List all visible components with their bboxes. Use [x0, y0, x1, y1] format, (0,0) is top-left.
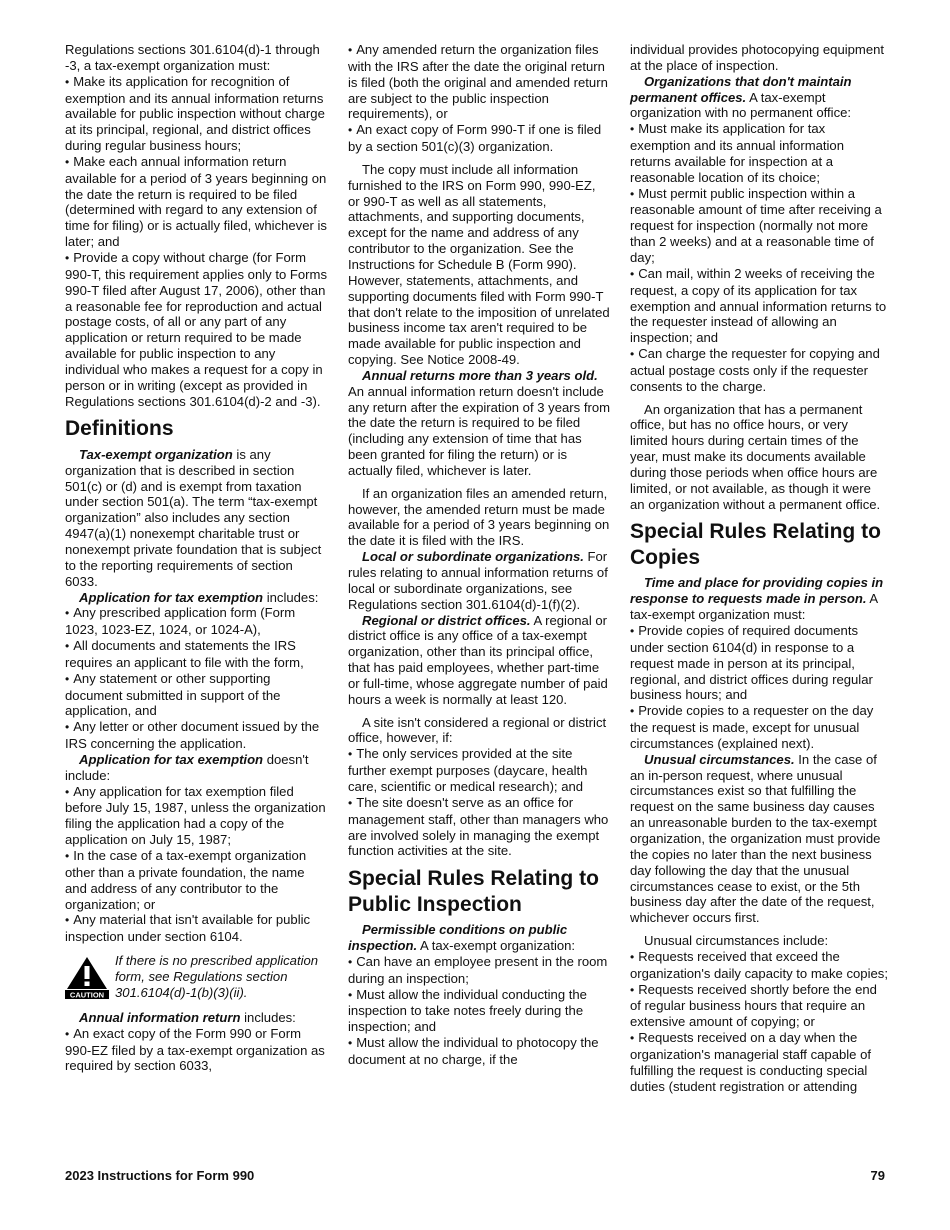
annual-returns-3-years — [348, 368, 610, 479]
definition-text: A tax-exempt organization with no permanent office: — [630, 89, 852, 121]
bullet-item: • The only services provided at the site further exempt purposes (daycare, health care, scientific or medical research); and — [348, 746, 610, 795]
paragraph: Regulations sections 301.6104(d)-1 through -3, a tax-exempt organization must: — [65, 42, 320, 73]
term: Application for tax exemption — [79, 751, 264, 767]
definition-text: A tax-exempt organization must: — [630, 591, 878, 623]
definition-annual-return — [65, 1010, 327, 1026]
definition-text: In the case of an in-person request, where unusual circumstances exist so that fulfilling the request on the same business day causes an unreasonable burden to the tax-exempt organization, the organization must provide the copies no later than the next business day following the day that the unusual circumstances cease to exist, or the 5th business day after the date of the request, whichever occurs first. — [630, 751, 881, 926]
term: Regional or district offices. — [362, 612, 531, 628]
term: Tax-exempt organization — [79, 446, 233, 462]
local-subordinate-orgs — [348, 549, 610, 612]
section-heading-public-inspection: Special Rules Relating to Public Inspection — [348, 867, 599, 916]
term: Organizations that don't maintain permanent offices. — [630, 73, 852, 105]
bullet-item: • In the case of a tax-exempt organization other than a private foundation, the name and address of any contributor to the organization; or — [65, 848, 327, 912]
caution-icon — [65, 955, 109, 1003]
bullet-item: • Any amended return the organization files with the IRS after the date the original return is filed (both the original and amended return are subject to the public inspection requirements), or — [348, 42, 610, 122]
permissible-conditions — [348, 922, 610, 954]
paragraph: An organization that has a permanent office, but has no office hours, or very limited hours during certain times of the year, must make its documents available during those periods when office hours are limited, or not available, as though it were an organization without a permanent office. — [630, 401, 881, 512]
bullet-item: • Can have an employee present in the room during an inspection; — [348, 954, 610, 987]
definition-application-exclusions — [65, 752, 327, 784]
bullet-item: • Requests received shortly before the end of regular business hours that require an extensive amount of copying; or — [630, 982, 888, 1031]
definition-text: includes: — [266, 589, 319, 605]
definition-text: For rules relating to annual information returns of local or subordinate organizations, see Regulations section 301.6104(d)-1(f)(2). — [348, 549, 608, 612]
bullet-item: • Any letter or other document issued by the IRS concerning the application. — [65, 719, 327, 752]
bullet-item: • Must make its application for tax exemption and its annual information returns available for inspection at a reasonable location of its choice; — [630, 121, 888, 185]
term: Permissible conditions on public inspection. — [348, 922, 568, 954]
column-middle — [348, 42, 610, 1068]
term: Annual information return — [79, 1009, 241, 1025]
bullet-item: • Provide a copy without charge (for Form 990-T, this requirement applies only to Forms 990-T filed after August 17, 2006), other than a reasonable fee for reproduction and actual postage costs, of all or any part of any application or return required to be made available for public inspection to any individual who makes a request for a copy in person or in writing (except as provided in Regulations sections 301.6104(d)-2 and -3). — [65, 250, 327, 409]
definition-tax-exempt — [65, 447, 327, 590]
bullet-item: • An exact copy of Form 990-T if one is filed by a section 501(c)(3) organization. — [348, 122, 610, 155]
unusual-circumstances — [630, 752, 888, 926]
bullet-item: • Provide copies to a requester on the day the request is made, except for unusual circumstances (explained next). — [630, 703, 888, 752]
bullet-item: • Requests received on a day when the organization's managerial staff capable of fulfilling the request is conducting special duties (student registration or attending — [630, 1030, 888, 1094]
bullet-item: • Provide copies of required documents under section 6104(d) in response to a request made in person at its principal, regional, and district offices during regular business hours; and — [630, 623, 888, 703]
definition-text: includes: — [244, 1009, 296, 1025]
paragraph: The copy must include all information furnished to the IRS on Form 990, 990-EZ, or 990-T as well as all statements, attachments, and supporting documents, except for the name and address of any contributor to the organization. See the Instructions for Schedule B (Form 990). However, statements, attachments, and supporting documents filed with Form 990-T that don't relate to the imposition of unrelated business income tax aren't required to be made available for public inspection and copying. See Notice 2008-49. — [348, 161, 610, 368]
bullet-item: • Must allow the individual to photocopy the document at no charge, if the — [348, 1035, 610, 1068]
caution-note — [65, 953, 327, 1003]
definition-text: doesn't include: — [65, 751, 309, 783]
bullet-item: • Can charge the requester for copying and actual postage costs only if the requester consents to the charge. — [630, 346, 888, 395]
bullet-item: • Must permit public inspection within a reasonable amount of time after receiving a request for inspection (normally not more than 2 weeks) and at a reasonable time of day; — [630, 186, 888, 266]
page-number: 79 — [870, 1168, 885, 1183]
bullet-item: • Any material that isn't available for public inspection under section 6104. — [65, 912, 327, 945]
caution-label: CAUTION — [69, 990, 105, 1000]
term: Annual returns more than 3 years old. — [362, 367, 598, 383]
definition-text: An annual information return doesn't include any return after the expiration of 3 years from the date the return is required to be filed (including any extension of time that has been granted for filing the return) or is actually filed, whichever is later. — [348, 383, 611, 478]
definition-text: A regional or district office is any office of a tax-exempt organization, other than its principal office, that has paid employees, whether part-time or full-time, whose aggregate number of paid hours a week is normally at least 120. — [348, 612, 608, 707]
time-and-place — [630, 575, 888, 623]
paragraph: A site isn't considered a regional or district office, however, if: — [348, 714, 607, 746]
paragraph: individual provides photocopying equipment at the place of inspection. — [630, 42, 885, 73]
term: Unusual circumstances. — [644, 751, 795, 767]
term: Time and place for providing copies in response to requests made in person. — [630, 575, 884, 607]
bullet-item: • The site doesn't serve as an office for management staff, other than managers who are involved solely in managing the exempt function activities at the site. — [348, 795, 610, 859]
caution-triangle-icon — [65, 955, 109, 999]
caution-text: If there is no prescribed application form, see Regulations section 301.6104(d)-1(b)(3)(ii). — [115, 953, 319, 1000]
bullet-item: • An exact copy of the Form 990 or Form 990-EZ filed by a tax-exempt organization as required by section 6033, — [65, 1026, 327, 1075]
regional-district-offices — [348, 613, 610, 708]
term: Local or subordinate organizations. — [362, 549, 584, 565]
bullet-item: • All documents and statements the IRS requires an applicant to file with the form, — [65, 638, 327, 671]
bullet-item: • Make its application for recognition of exemption and its annual information returns available for public inspection without charge at its principal, regional, and district offices during regular business hours; — [65, 74, 327, 154]
definition-text: is any organization that is described in section 501(c) or (d) and is exempt from taxation under section 501(a). The term “tax-exempt organization” also includes any section 4947(a)(1) nonexempt charitable trust or nonexempt private foundation that is subject to the reporting requirements of section 6033. — [65, 446, 322, 589]
section-heading-copies: Special Rules Relating to Copies — [630, 520, 881, 569]
definition-application — [65, 590, 327, 606]
definition-text: A tax-exempt organization: — [420, 938, 576, 954]
term: Application for tax exemption — [79, 589, 264, 605]
paragraph: If an organization files an amended return, however, the amended return must be made available for a period of 3 years beginning on the date it is filed with the IRS. — [348, 485, 610, 549]
column-left — [65, 42, 327, 1074]
bullet-item: • Make each annual information return available for a period of 3 years beginning on the date the return is required to be filed (determined with regard to any extension of time for filing) or is actually filed, whichever is later; and — [65, 154, 327, 250]
footer-title: 2023 Instructions for Form 990 — [65, 1168, 255, 1183]
section-heading-definitions: Definitions — [65, 417, 174, 441]
bullet-item: • Any statement or other supporting document submitted in support of the application, and — [65, 671, 327, 720]
bullet-item: • Any prescribed application form (Form 1023, 1023-EZ, 1024, or 1024-A), — [65, 605, 327, 638]
bullet-item: • Any application for tax exemption filed before July 15, 1987, unless the organization filing the application had a copy of the application on July 15, 1987; — [65, 784, 327, 848]
paragraph: Unusual circumstances include: — [644, 933, 829, 949]
column-right — [630, 42, 888, 1094]
bullet-item: • Can mail, within 2 weeks of receiving the request, a copy of its application for tax exemption and annual information returns to the requester instead of allowing an inspection; and — [630, 266, 888, 346]
bullet-item: • Must allow the individual conducting the inspection to take notes freely during the inspection; and — [348, 987, 610, 1036]
bullet-item: • Requests received that exceed the organization's daily capacity to make copies; — [630, 949, 888, 982]
no-permanent-offices — [630, 74, 888, 122]
